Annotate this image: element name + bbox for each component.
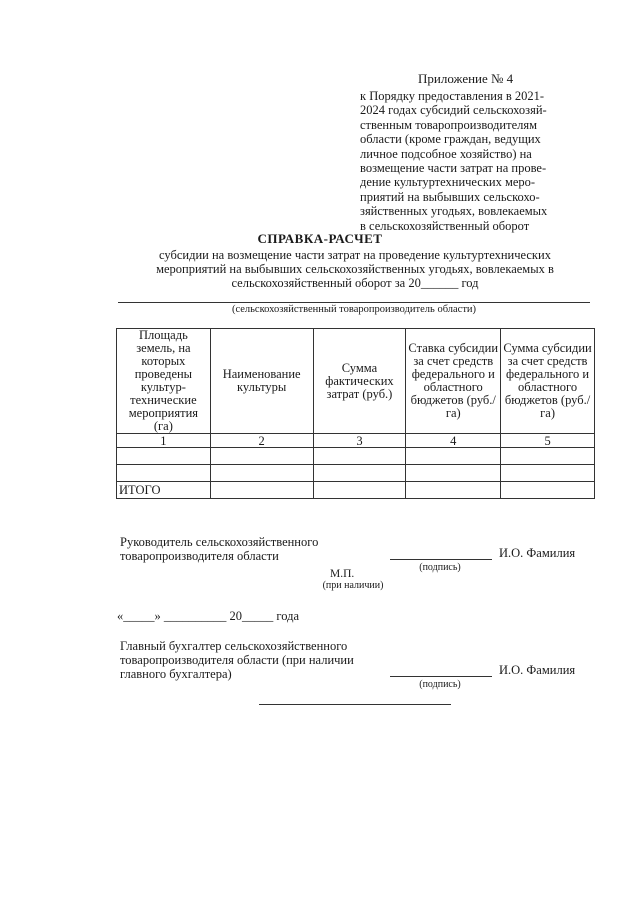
appendix-line: 2024 годах субсидий сельскохозяй- bbox=[360, 103, 547, 118]
table-row bbox=[117, 465, 595, 482]
table-header-row bbox=[117, 329, 595, 434]
table-cell[interactable] bbox=[501, 482, 595, 499]
producer-caption: (сельскохозяйственный товаропроизводитель области) bbox=[231, 304, 477, 315]
appendix-line: к Порядку предоставления в 2021- bbox=[360, 89, 545, 103]
column-header-rate: Ставка субсидии за счет средств федерального и областного бюджетов (руб./га) bbox=[406, 329, 501, 434]
head-title-line: товаропроизводителя области bbox=[120, 549, 279, 563]
head-signature-caption: (подпись) bbox=[419, 562, 461, 573]
table-cell[interactable] bbox=[210, 482, 313, 499]
column-header-costs: Сумма фактических затрат (руб.) bbox=[313, 329, 406, 434]
total-label: ИТОГО bbox=[117, 482, 211, 499]
appendix-line: возмещение части затрат на прове- bbox=[360, 161, 547, 176]
accountant-name: И.О. Фамилия bbox=[499, 663, 576, 677]
appendix-line: дение культуртехнических меро- bbox=[360, 175, 536, 190]
head-name: И.О. Фамилия bbox=[499, 546, 576, 560]
producer-name-line[interactable] bbox=[118, 302, 590, 303]
table-cell[interactable] bbox=[313, 482, 406, 499]
subtitle-line: сельскохозяйственный оборот за 20______ год bbox=[231, 276, 479, 290]
table-cell[interactable] bbox=[406, 465, 501, 482]
appendix-title: Приложение № 4 bbox=[418, 71, 514, 86]
column-number-row bbox=[117, 434, 595, 448]
head-signature-line[interactable] bbox=[390, 559, 492, 560]
appendix-text bbox=[360, 89, 600, 233]
appendix-line: области (кроме граждан, ведущих bbox=[360, 132, 541, 147]
accountant-title-line: товаропроизводителя области (при наличии bbox=[120, 653, 354, 667]
column-number: 1 bbox=[117, 434, 211, 448]
appendix-line: личное подсобное хозяйство) на bbox=[360, 146, 532, 161]
stamp-label: М.П. bbox=[330, 568, 355, 580]
appendix-line: приятий на выбывших сельскохо- bbox=[360, 189, 540, 204]
appendix-line: ственным товаропроизводителям bbox=[360, 117, 538, 132]
column-header-area: Площадь земель, на которых проведены культур-технические мероприятия (га) bbox=[117, 329, 211, 434]
table-row bbox=[117, 448, 595, 465]
column-header-subsidy: Сумма субсидии за счет средств федерального и областного бюджетов (руб./га) bbox=[501, 329, 595, 434]
total-row bbox=[117, 482, 595, 499]
appendix-line: в сельскохозяйственный оборот bbox=[360, 218, 530, 233]
head-title bbox=[120, 535, 318, 563]
table-cell[interactable] bbox=[406, 448, 501, 465]
column-header-crop: Наименование культуры bbox=[210, 329, 313, 434]
table-cell[interactable] bbox=[210, 465, 313, 482]
column-number: 2 bbox=[210, 434, 313, 448]
column-number: 4 bbox=[406, 434, 501, 448]
column-number: 5 bbox=[501, 434, 595, 448]
table-cell[interactable] bbox=[501, 448, 595, 465]
calculation-table bbox=[116, 328, 595, 499]
head-title-line: Руководитель сельскохозяйственного bbox=[120, 535, 319, 549]
accountant-signature-caption: (подпись) bbox=[419, 679, 461, 690]
subtitle-line: субсидии на возмещение части затрат на проведение культуртехнических bbox=[159, 248, 551, 262]
table-cell[interactable] bbox=[117, 465, 211, 482]
accountant-title-line: Главный бухгалтер сельскохозяйственного bbox=[120, 639, 348, 653]
table-cell[interactable] bbox=[313, 465, 406, 482]
table-cell[interactable] bbox=[117, 448, 211, 465]
accountant-title bbox=[120, 639, 354, 681]
date-field[interactable]: «_____» __________ 20_____ года bbox=[117, 609, 299, 623]
table-cell[interactable] bbox=[501, 465, 595, 482]
subtitle-line: мероприятий на выбывших сельскохозяйственных угодьях, вовлекаемых в bbox=[156, 262, 554, 276]
table-cell[interactable] bbox=[406, 482, 501, 499]
stamp-note: (при наличии) bbox=[322, 580, 384, 591]
accountant-title-line: главного бухгалтера) bbox=[120, 667, 232, 681]
appendix-line: зяйственных угодьях, вовлекаемых bbox=[360, 204, 548, 219]
table-cell[interactable] bbox=[210, 448, 313, 465]
document-title: СПРАВКА-РАСЧЕТ bbox=[257, 231, 383, 246]
accountant-signature-line[interactable] bbox=[390, 676, 492, 677]
table-cell[interactable] bbox=[313, 448, 406, 465]
end-separator bbox=[259, 704, 451, 705]
column-number: 3 bbox=[313, 434, 406, 448]
document-subtitle bbox=[110, 248, 600, 290]
